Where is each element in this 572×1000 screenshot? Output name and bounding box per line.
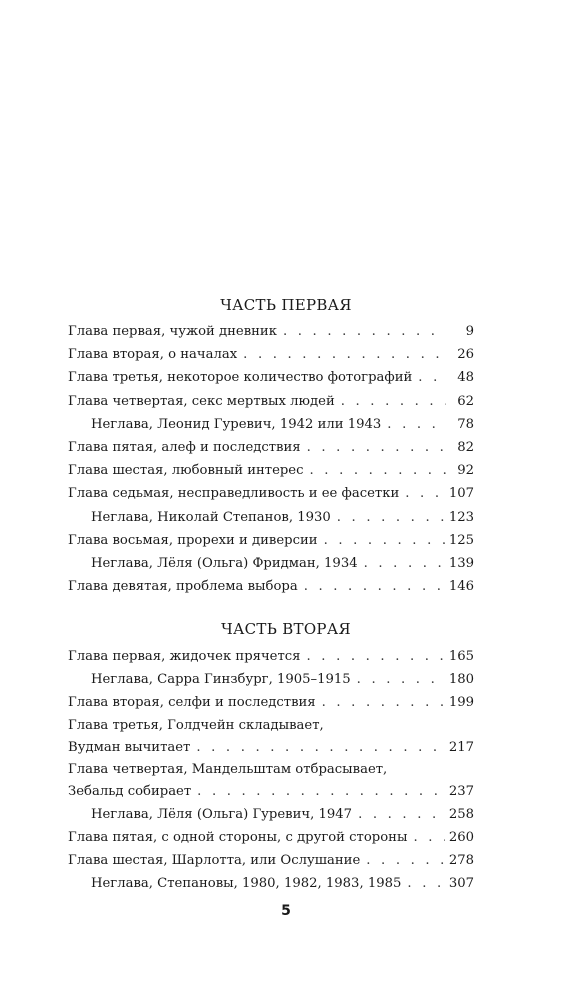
dot-leader — [405, 482, 445, 505]
toc-entry[interactable] — [68, 506, 474, 529]
toc-entry[interactable] — [68, 803, 474, 826]
toc-entry-label: Глава первая, чужой дневник — [68, 324, 277, 339]
dot-leader — [337, 506, 445, 529]
toc-entry-page: 123 — [448, 509, 474, 525]
toc-entry[interactable] — [68, 645, 474, 668]
toc-entry-label: Глава девятая, проблема выбора — [68, 579, 298, 595]
toc-entry[interactable] — [68, 343, 474, 366]
toc-entry[interactable] — [68, 849, 474, 872]
dot-leader — [387, 413, 446, 436]
part-two-title: ЧАСТЬ ВТОРАЯ — [221, 620, 351, 638]
toc-entry-label: Неглава, Сарра Гинзбург, 1905–1915 — [91, 672, 351, 688]
toc-entry[interactable] — [68, 436, 474, 459]
toc-entry-page: 62 — [457, 393, 474, 409]
dot-leader — [307, 645, 445, 668]
toc-entry[interactable] — [68, 390, 474, 413]
toc-part-one — [68, 320, 474, 598]
toc-entry-label: Глава шестая, Шарлотта, или Ослушание — [68, 852, 361, 868]
toc-entry-label: Неглава, Николай Степанов, 1930 — [91, 509, 331, 525]
dot-leader — [322, 691, 445, 714]
toc-entry-label: Неглава, Степановы, 1980, 1982, 1983, 1985 — [91, 876, 402, 892]
dot-leader — [366, 849, 445, 872]
toc-entry[interactable] — [68, 482, 474, 505]
toc-entry-label: Глава четвертая, секс мертвых людей — [68, 393, 335, 409]
toc-entry-label: Глава шестая, любовный интерес — [68, 463, 304, 479]
toc-entry[interactable] — [68, 668, 474, 691]
toc-entry[interactable] — [68, 552, 474, 575]
toc-entry-page: 48 — [457, 370, 474, 386]
toc-entry-label: Глава первая, жидочек прячется — [68, 649, 301, 664]
toc-entry-page: 78 — [457, 416, 474, 432]
toc-entry-page: 260 — [448, 829, 474, 845]
dot-leader — [197, 780, 445, 803]
toc-entry[interactable] — [68, 413, 474, 436]
toc-entry-page: 307 — [448, 876, 474, 892]
dot-leader — [364, 552, 445, 575]
toc-entry[interactable] — [68, 715, 474, 759]
dot-leader — [418, 366, 446, 389]
toc-entry[interactable] — [68, 320, 474, 343]
dot-leader — [341, 390, 446, 413]
toc-entry-page: 9 — [465, 324, 474, 339]
toc-entry-page: 26 — [457, 347, 474, 363]
toc-entry-page: 199 — [448, 695, 474, 711]
toc-entry-page: 258 — [448, 806, 474, 822]
toc-entry-page: 92 — [457, 463, 474, 479]
toc-entry-page: 180 — [448, 672, 474, 688]
toc-entry-label-line1: Глава четвертая, Мандельштам отбрасывает, — [68, 761, 388, 777]
page-number: 5 — [281, 903, 291, 919]
dot-leader — [324, 529, 445, 552]
toc-entry-label: Глава вторая, селфи и последствия — [68, 695, 316, 711]
toc-entry-label: Глава третья, некоторое количество фотографий — [68, 370, 413, 386]
toc-entry-label: Глава седьмая, несправедливость и ее фасетки — [68, 486, 400, 502]
dot-leader — [413, 826, 444, 849]
toc-entry-page: 139 — [448, 555, 474, 571]
toc-entry[interactable] — [68, 872, 474, 895]
toc-entry-label-line2: Вудман вычитает — [68, 739, 191, 755]
toc-entry-label: Неглава, Лёля (Ольга) Фридман, 1934 — [91, 555, 358, 571]
dot-leader — [307, 436, 446, 459]
toc-entry-label: Глава вторая, о началах — [68, 347, 238, 363]
toc-entry-page: 165 — [448, 649, 474, 664]
toc-entry[interactable] — [68, 459, 474, 482]
toc-entry-label: Глава пятая, алеф и последствия — [68, 439, 301, 455]
toc-entry-page: 237 — [448, 783, 474, 799]
toc-entry[interactable] — [68, 691, 474, 714]
part-one-title: ЧАСТЬ ПЕРВАЯ — [220, 296, 352, 314]
toc-entry-page: 82 — [457, 439, 474, 455]
toc-entry-page: 107 — [448, 486, 474, 502]
toc-entry[interactable] — [68, 575, 474, 598]
toc-entry-label-line2: Зебальд собирает — [68, 783, 192, 799]
toc-entry-page: 278 — [448, 852, 474, 868]
toc-entry[interactable] — [68, 826, 474, 849]
toc-entry-page: 217 — [448, 739, 474, 755]
toc-entry-label: Глава пятая, с одной стороны, с другой стороны — [68, 829, 408, 845]
toc-entry-label: Неглава, Леонид Гуревич, 1942 или 1943 — [91, 416, 382, 432]
dot-leader — [196, 736, 444, 759]
toc-entry-label-line1: Глава третья, Голдчейн складывает, — [68, 717, 324, 733]
dot-leader — [243, 343, 446, 366]
toc-entry[interactable] — [68, 366, 474, 389]
dot-leader — [283, 320, 446, 343]
dot-leader — [357, 668, 445, 691]
dot-leader — [407, 872, 444, 895]
toc-entry[interactable] — [68, 759, 474, 803]
toc-entry-label: Глава восьмая, прорехи и диверсии — [68, 532, 318, 548]
toc-entry-label: Неглава, Лёля (Ольга) Гуревич, 1947 — [91, 806, 353, 822]
dot-leader — [304, 575, 445, 598]
toc-entry[interactable] — [68, 529, 474, 552]
toc-entry-page: 125 — [448, 532, 474, 548]
toc-part-two — [68, 645, 474, 895]
dot-leader — [310, 459, 446, 482]
toc-entry-page: 146 — [448, 579, 474, 595]
dot-leader — [358, 803, 445, 826]
